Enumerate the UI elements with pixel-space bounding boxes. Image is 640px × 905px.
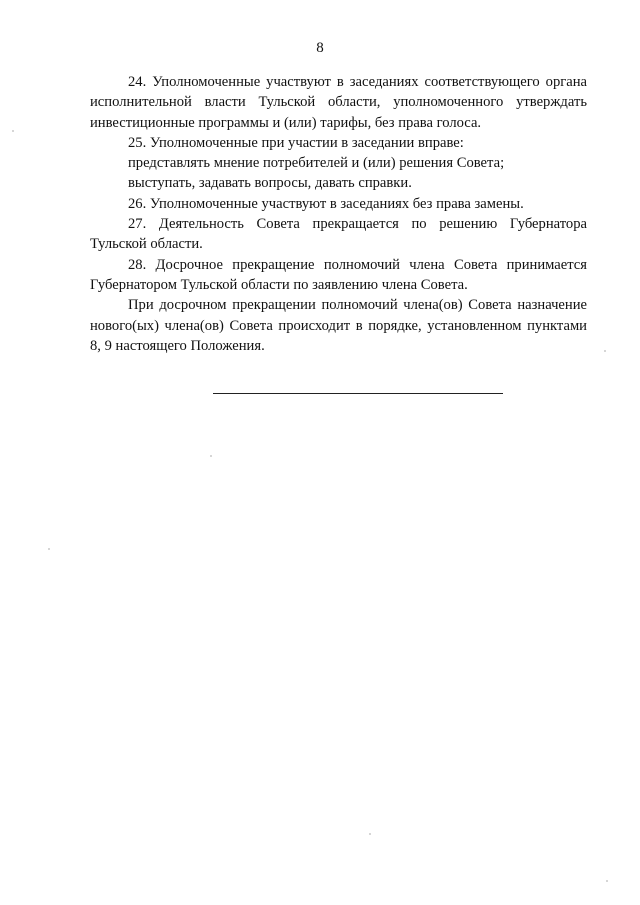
paragraph-item-26 <box>90 194 587 214</box>
paragraph-line: инвестиционные программы и (или) тарифы, без права голоса. <box>90 114 482 131</box>
paragraph-item-25 <box>90 133 587 194</box>
scan-speck <box>12 130 14 132</box>
paragraph-line: 26. Уполномоченные участвуют в заседаниях без права замены. <box>128 195 524 212</box>
paragraph-item-28 <box>90 255 587 296</box>
paragraph-line: 28. Досрочное прекращение полномочий члена Совета принимается <box>128 256 587 273</box>
scan-speck <box>604 350 606 352</box>
paragraph-line: Тульской области. <box>90 236 203 253</box>
paragraph-item-24 <box>90 72 587 133</box>
scan-speck <box>369 833 371 835</box>
list-item: представлять мнение потребителей и (или) решения Совета; <box>128 155 505 172</box>
paragraph-closing <box>90 295 587 356</box>
paragraph-line: Губернатором Тульской области по заявлению члена Совета. <box>90 276 468 293</box>
paragraph-line: 8, 9 настоящего Положения. <box>90 337 265 354</box>
page-number: 8 <box>316 40 324 56</box>
paragraph-item-27 <box>90 214 587 255</box>
document-body <box>90 72 587 356</box>
paragraph-line: нового(ых) члена(ов) Совета происходит в порядке, установленном пунктами <box>90 317 587 334</box>
paragraph-line: 24. Уполномоченные участвуют в заседаниях соответствующего органа <box>128 74 587 90</box>
paragraph-line: При досрочном прекращении полномочий члена(ов) Совета назначение <box>128 297 587 314</box>
paragraph-line: 25. Уполномоченные при участии в заседании вправе: <box>128 134 464 151</box>
scan-speck <box>606 880 608 882</box>
list-item: выступать, задавать вопросы, давать справки. <box>128 175 412 192</box>
scan-speck <box>210 455 212 457</box>
paragraph-line: 27. Деятельность Совета прекращается по решению Губернатора <box>128 216 587 233</box>
paragraph-line: исполнительной власти Тульской области, уполномоченного утверждать <box>90 94 587 111</box>
end-of-document-rule <box>213 393 503 394</box>
scan-speck <box>48 548 50 550</box>
